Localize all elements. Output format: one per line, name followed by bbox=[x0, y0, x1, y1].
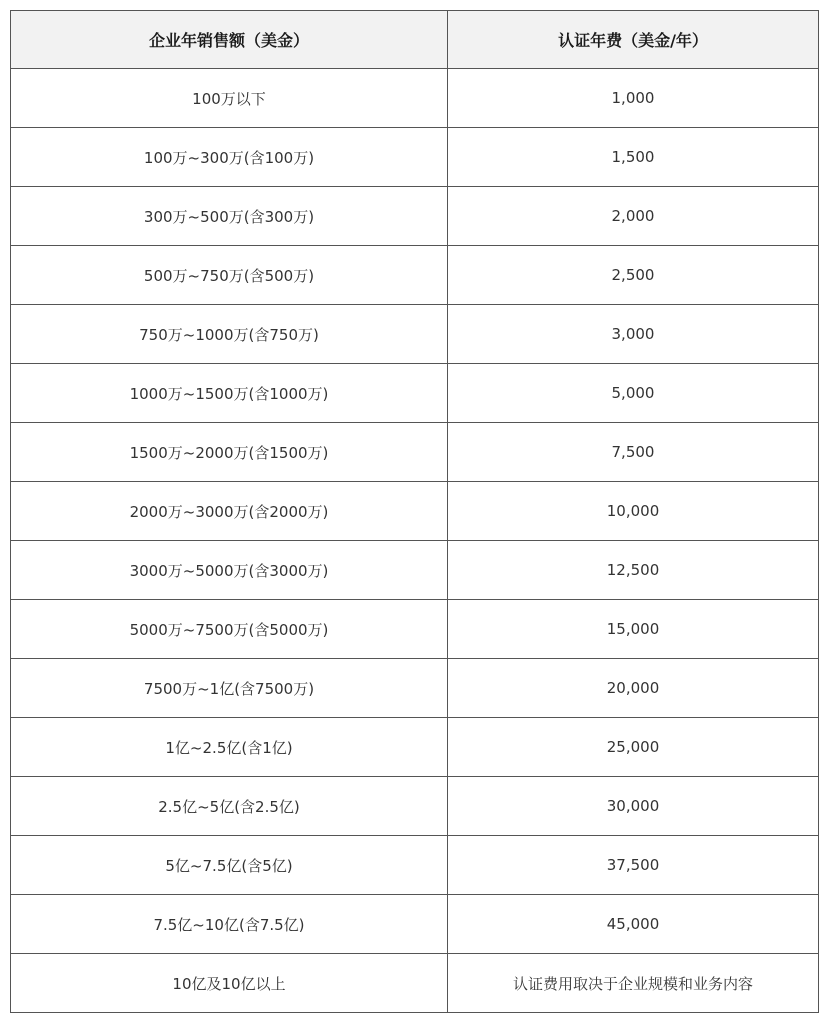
table-row bbox=[11, 895, 819, 954]
table-row bbox=[11, 128, 819, 187]
table-row bbox=[11, 659, 819, 718]
fee-cell: 20,000 bbox=[448, 659, 819, 718]
sales-range-cell: 500万~750万(含500万) bbox=[11, 246, 448, 305]
fee-cell: 3,000 bbox=[448, 305, 819, 364]
fee-cell: 5,000 bbox=[448, 364, 819, 423]
sales-range-cell: 100万以下 bbox=[11, 69, 448, 128]
table-row bbox=[11, 305, 819, 364]
fee-cell: 2,000 bbox=[448, 187, 819, 246]
table-row bbox=[11, 69, 819, 128]
fee-cell: 1,500 bbox=[448, 128, 819, 187]
sales-range-cell: 1500万~2000万(含1500万) bbox=[11, 423, 448, 482]
table-row bbox=[11, 364, 819, 423]
table-row bbox=[11, 541, 819, 600]
table-header-row bbox=[11, 11, 819, 69]
fee-cell: 10,000 bbox=[448, 482, 819, 541]
header-annual-fee: 认证年费（美金/年） bbox=[448, 11, 819, 69]
table-row bbox=[11, 187, 819, 246]
fee-cell: 45,000 bbox=[448, 895, 819, 954]
header-annual-sales: 企业年销售额（美金） bbox=[11, 11, 448, 69]
sales-range-cell: 10亿及10亿以上 bbox=[11, 954, 448, 1013]
sales-range-cell: 1亿~2.5亿(含1亿) bbox=[11, 718, 448, 777]
table-row bbox=[11, 954, 819, 1013]
sales-range-cell: 5亿~7.5亿(含5亿) bbox=[11, 836, 448, 895]
sales-range-cell: 2.5亿~5亿(含2.5亿) bbox=[11, 777, 448, 836]
table-row bbox=[11, 836, 819, 895]
fee-cell: 25,000 bbox=[448, 718, 819, 777]
table-row bbox=[11, 600, 819, 659]
sales-range-cell: 7.5亿~10亿(含7.5亿) bbox=[11, 895, 448, 954]
table-row bbox=[11, 423, 819, 482]
fee-cell: 12,500 bbox=[448, 541, 819, 600]
fee-cell: 30,000 bbox=[448, 777, 819, 836]
sales-range-cell: 750万~1000万(含750万) bbox=[11, 305, 448, 364]
fee-cell: 2,500 bbox=[448, 246, 819, 305]
table-row bbox=[11, 777, 819, 836]
fee-cell: 1,000 bbox=[448, 69, 819, 128]
fee-cell: 15,000 bbox=[448, 600, 819, 659]
table-row bbox=[11, 482, 819, 541]
fee-cell: 37,500 bbox=[448, 836, 819, 895]
table-row bbox=[11, 718, 819, 777]
fee-cell: 7,500 bbox=[448, 423, 819, 482]
sales-range-cell: 1000万~1500万(含1000万) bbox=[11, 364, 448, 423]
sales-range-cell: 7500万~1亿(含7500万) bbox=[11, 659, 448, 718]
table-row bbox=[11, 246, 819, 305]
sales-range-cell: 5000万~7500万(含5000万) bbox=[11, 600, 448, 659]
certification-fee-table bbox=[10, 10, 819, 1013]
sales-range-cell: 100万~300万(含100万) bbox=[11, 128, 448, 187]
sales-range-cell: 2000万~3000万(含2000万) bbox=[11, 482, 448, 541]
sales-range-cell: 3000万~5000万(含3000万) bbox=[11, 541, 448, 600]
fee-note-cell: 认证费用取决于企业规模和业务内容 bbox=[448, 954, 819, 1013]
sales-range-cell: 300万~500万(含300万) bbox=[11, 187, 448, 246]
fee-table-container bbox=[10, 10, 818, 1013]
